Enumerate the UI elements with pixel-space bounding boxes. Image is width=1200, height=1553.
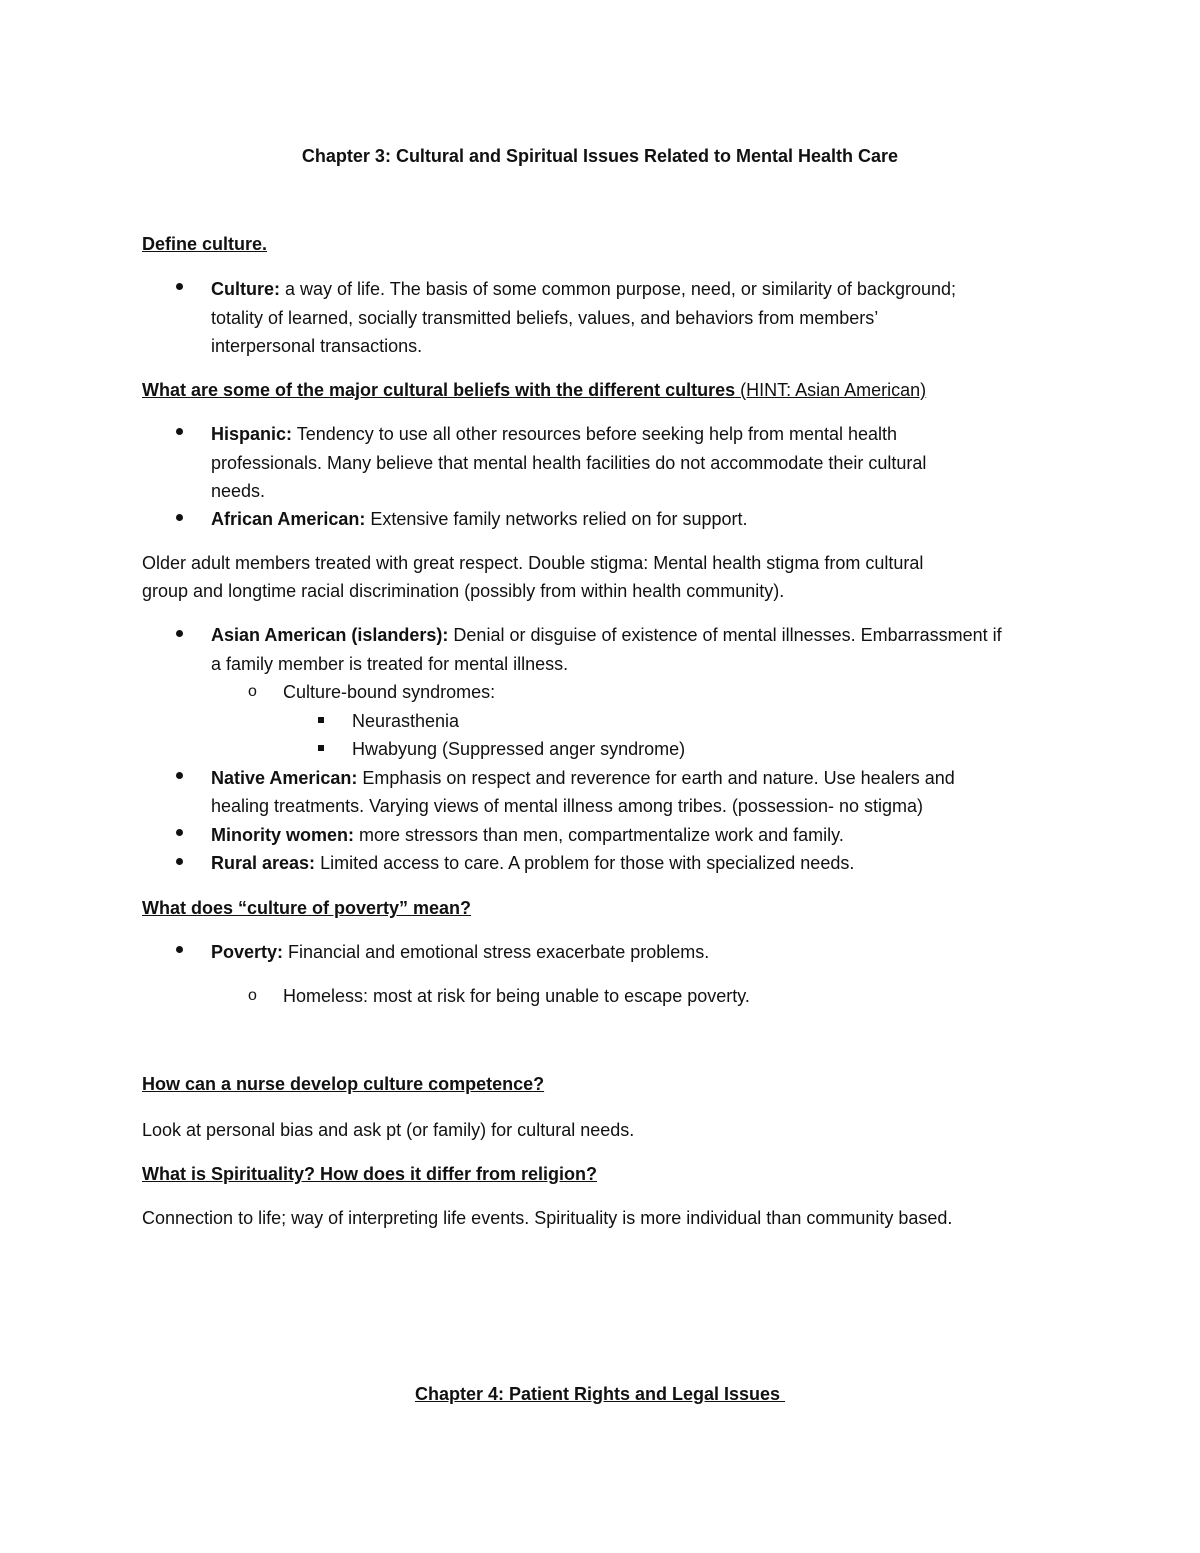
bullet-icon — [176, 514, 183, 521]
hispanic-line-1 — [211, 420, 897, 448]
hollow-circle-bullet-icon: o — [248, 987, 257, 1004]
bullet-icon — [176, 858, 183, 865]
major-beliefs-heading-line — [142, 376, 926, 404]
bullet-icon — [176, 630, 183, 637]
older-adult-paragraph-line-1: Older adult members treated with great respect. Double stigma: Mental health stigma from cultural — [142, 553, 924, 573]
culture-of-poverty-heading: What does “culture of poverty” mean? — [142, 898, 472, 918]
bullet-icon — [176, 829, 183, 836]
culture-definition-line-2: totality of learned, socially transmitted beliefs, values, and behaviors from members’ — [211, 308, 879, 328]
neurasthenia-item: Neurasthenia — [352, 711, 460, 731]
culture-competence-heading: How can a nurse develop culture competence? — [142, 1074, 545, 1094]
minority-women-label: Minority women: — [211, 825, 354, 845]
define-culture-heading: Define culture. — [142, 234, 268, 254]
hispanic-line-2: professionals. Many believe that mental health facilities do not accommodate their cultural — [211, 453, 927, 473]
poverty-text: Financial and emotional stress exacerbate problems. — [283, 942, 710, 962]
rural-areas-label: Rural areas: — [211, 853, 316, 873]
african-american-label: African American: — [211, 509, 366, 529]
asian-american-label: Asian American (islanders): — [211, 625, 449, 645]
older-adult-paragraph-line-2: group and longtime racial discrimination (possibly from within health community). — [142, 581, 785, 601]
asian-american-text-1: Denial or disguise of existence of mental illnesses. Embarrassment if — [448, 625, 1002, 645]
culture-definition-line-1 — [211, 275, 956, 303]
rural-areas-text: Limited access to care. A problem for those with specialized needs. — [315, 853, 855, 873]
poverty-line — [211, 938, 709, 966]
culture-competence-answer: Look at personal bias and ask pt (or family) for cultural needs. — [142, 1120, 635, 1140]
native-american-label: Native American: — [211, 768, 358, 788]
hispanic-line-3: needs. — [211, 481, 266, 501]
rural-areas-line — [211, 849, 854, 877]
hollow-circle-bullet-icon: o — [248, 683, 257, 700]
culture-text-1: a way of life. The basis of some common purpose, need, or similarity of background; — [280, 279, 956, 299]
poverty-label: Poverty: — [211, 942, 284, 962]
culture-label: Culture: — [211, 279, 280, 299]
native-american-text-1: Emphasis on respect and reverence for earth and nature. Use healers and — [357, 768, 955, 788]
homeless-item: Homeless: most at risk for being unable to escape poverty. — [283, 986, 750, 1006]
african-american-line — [211, 505, 748, 533]
bullet-icon — [176, 428, 183, 435]
spirituality-heading: What is Spirituality? How does it differ from religion? — [142, 1164, 598, 1184]
bullet-icon — [176, 283, 183, 290]
african-american-text: Extensive family networks relied on for support. — [365, 509, 748, 529]
major-beliefs-heading: What are some of the major cultural beliefs with the different cultures — [142, 380, 736, 400]
hwabyung-item: Hwabyung (Suppressed anger syndrome) — [352, 739, 686, 759]
square-bullet-icon — [318, 745, 324, 751]
square-bullet-icon — [318, 717, 324, 723]
minority-women-line — [211, 821, 844, 849]
hispanic-label: Hispanic: — [211, 424, 293, 444]
culture-bound-syndromes: Culture-bound syndromes: — [283, 682, 496, 702]
native-american-line-1 — [211, 764, 955, 792]
asian-american-line-1 — [211, 621, 1002, 649]
bullet-icon — [176, 946, 183, 953]
hispanic-text-1: Tendency to use all other resources before seeking help from mental health — [292, 424, 898, 444]
chapter-3-title: Chapter 3: Cultural and Spiritual Issues Related to Mental Health Care — [301, 146, 899, 166]
minority-women-text: more stressors than men, compartmentalize work and family. — [354, 825, 844, 845]
chapter-4-title: Chapter 4: Patient Rights and Legal Issues — [414, 1384, 786, 1404]
culture-definition-line-3: interpersonal transactions. — [211, 336, 423, 356]
asian-american-line-2: a family member is treated for mental illness. — [211, 654, 569, 674]
native-american-line-2: healing treatments. Varying views of mental illness among tribes. (possession- no stigma) — [211, 796, 923, 816]
bullet-icon — [176, 772, 183, 779]
spirituality-answer: Connection to life; way of interpreting life events. Spirituality is more individual than community based. — [142, 1208, 953, 1228]
major-beliefs-hint: (HINT: Asian American) — [735, 380, 927, 400]
